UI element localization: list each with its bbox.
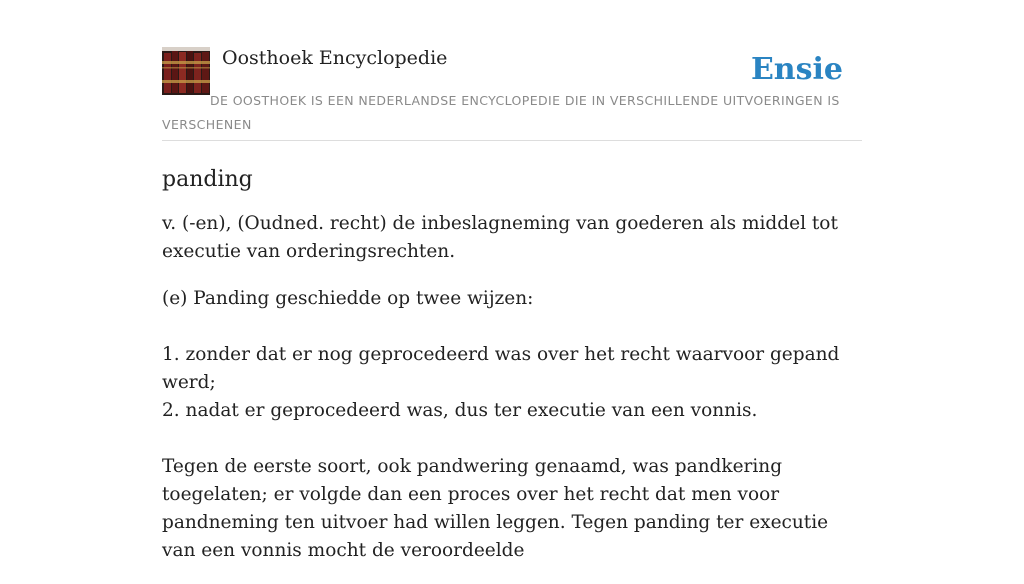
list-item: 2. nadat er geprocedeerd was, dus ter executie van een vonnis. xyxy=(162,400,758,421)
brand-logo[interactable]: Ensie xyxy=(750,52,843,87)
article-definition: v. (-en), (Oudned. recht) de inbeslagneming van goederen als middel tot executie van orderingsrechten. xyxy=(162,213,838,262)
article-title: panding xyxy=(162,167,253,192)
article-list xyxy=(162,341,862,425)
list-item: 1. zonder dat er nog geprocedeerd was over het recht waarvoor gepand werd; xyxy=(162,344,840,393)
main-content xyxy=(162,46,862,584)
article xyxy=(162,141,862,565)
site-tagline: DE OOSTHOEK IS EEN NEDERLANDSE ENCYCLOPEDIE DIE IN VERSCHILLENDE UITVOERINGEN IS VERSCHENEN xyxy=(162,93,840,132)
site-header xyxy=(162,46,862,141)
article-intro: (e) Panding geschiedde op twee wijzen: xyxy=(162,288,534,309)
encyclopedia-books-icon[interactable] xyxy=(162,47,210,95)
spacer xyxy=(162,425,862,453)
article-body: Tegen de eerste soort, ook pandwering genaamd, was pandkering toegelaten; er volgde dan een proces over het recht dat men voor pandneming ten uitvoer had willen leggen. Tegen panding ter executie van een vonnis mocht de veroordeelde xyxy=(162,456,829,561)
spacer xyxy=(162,313,862,341)
site-name[interactable]: Oosthoek Encyclopedie xyxy=(222,47,448,69)
